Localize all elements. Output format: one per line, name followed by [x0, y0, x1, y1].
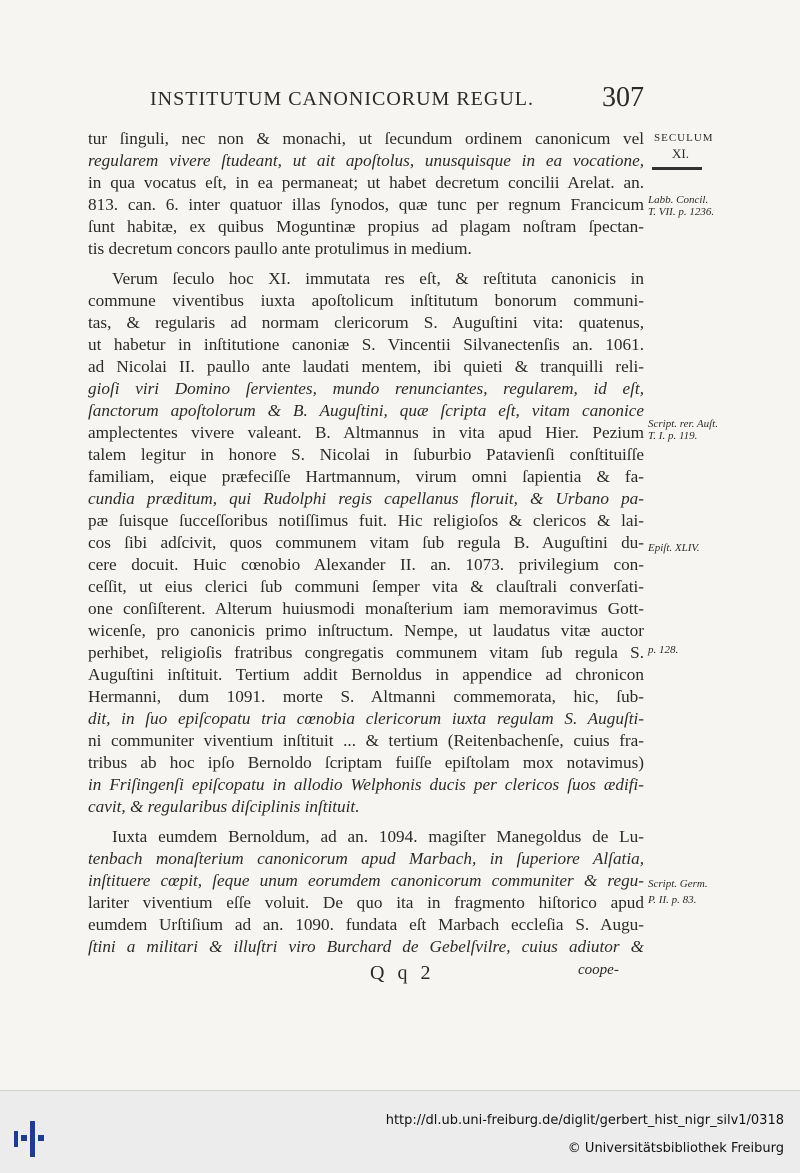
text-line: tur ſinguli, nec non & monachi, ut ſecundum ordinem canonicum vel — [88, 129, 644, 148]
text-line: ad Nicolai II. paullo ante laudati mentem, ibi quieti & tranquilli reli- — [88, 357, 644, 376]
text-line: perhibet, religioſis fratribus congregatis communem vitam ſub regula S. — [88, 643, 644, 662]
text-line: eumdem Urſtiſium ad an. 1090. fundata eſt Marbach eccleſia S. Augu- — [88, 915, 644, 934]
margin-century-number: XI. — [672, 146, 689, 161]
signature-mark: Q q 2 — [370, 962, 435, 984]
text-line: 813. can. 6. inter quatuor illas ſynodos, quæ tunc per regnum Francicum — [88, 195, 644, 214]
margin-note-script-germ: Script. Germ. — [648, 878, 708, 890]
text-line: one conſiſterent. Alterum huiusmodi monaſterium iam memoravimus Gott- — [88, 599, 644, 618]
text-line: inſtituere cœpit, ſeque unum eorumdem canonicorum communiter & regu- — [88, 871, 644, 890]
margin-note-script-germ-page: P. II. p. 83. — [648, 894, 697, 906]
text-line: tenbach monaſterium canonicorum apud Marbach, in ſuperiore Alſatia, — [88, 849, 644, 868]
text-line: cavit, & regularibus diſciplinis inſtituit. — [88, 797, 360, 816]
margin-seculum: SECULUM — [654, 132, 714, 144]
text-line: pæ ſuisque ſucceſſoribus notiſſimus fuit. Hic religioſos & clericos & lai- — [88, 511, 644, 530]
copyright-notice: © Universitätsbibliothek Freiburg — [567, 1141, 784, 1156]
margin-rule — [652, 167, 702, 170]
text-line: in qua vocatus eſt, in ea permaneat; ut habet decretum concilii Arelat. an. — [88, 173, 644, 192]
text-line: lariter viventium eſſe voluit. De quo ita in fragmento hiſtorico apud — [88, 893, 644, 912]
margin-note-labbe: Labb. Concil. T. VII. p. 1236. — [648, 194, 715, 218]
viewer-footer — [0, 1090, 800, 1173]
text-line: gioſi viri Domino ſervientes, mundo renunciantes, regularem, id eſt, — [88, 379, 644, 398]
text-line: cundia præditum, qui Rudolphi regis capellanus floruit, & Urbano pa- — [88, 489, 644, 508]
margin-note-epist: Epiſt. XLIV. — [648, 542, 700, 554]
text-line: ni communiter viventium inſtituit ... & tertium (Reitenbachenſe, cuius fra- — [88, 731, 644, 750]
text-line: tas, & regularis ad normam clericorum S. Auguſtini vita: quatenus, — [88, 313, 644, 332]
text-line: ſtini a militari & illuſtri viro Burchard de Gebelſvilre, cuius adiutor & — [88, 937, 644, 956]
text-line: in Friſingenſi epiſcopatu in allodio Welphonis ducis per clericos ſuos ædifi- — [88, 775, 644, 794]
running-head: INSTITUTUM CANONICORUM REGUL. — [150, 88, 534, 110]
library-logo-icon — [14, 1121, 44, 1157]
text-line: tribus ab hoc ipſo Bernoldo ſcriptam fuiſſe epiſtolam mox notavimus) — [88, 753, 644, 772]
text-line: dit, in ſuo epiſcopatu tria cœnobia clericorum iuxta regulam S. Auguſti- — [88, 709, 644, 728]
margin-note-script-rer-aust: Script. rer. Auſt. T. I. p. 119. — [648, 418, 718, 442]
text-line: cere docuit. Huic cœnobio Alexander II. an. 1073. privilegium con- — [88, 555, 644, 574]
text-line: talem legitur in honore S. Nicolai in ſuburbio Patavienſi conſtituiſſe — [88, 445, 644, 464]
text-line: amplectentes vivere valeant. B. Altmannus in vita apud Hier. Pezium — [88, 423, 644, 442]
text-line: familiam, eique præfeciſſe Hartmannum, virum omni ſapientia & fa- — [88, 467, 644, 486]
text-line: Verum ſeculo hoc XI. immutata res eſt, & reſtituta canonicis in — [112, 269, 644, 288]
text-line: ſunt habitæ, ex quibus Moguntinæ propius ad plagam noſtram ſpectan- — [88, 217, 644, 236]
text-line: wicenſe, pro canonicis primo inſtructum. Nempe, ut laudatus vitæ auctor — [88, 621, 644, 640]
text-line: ut habetur in inſtitutione canoniæ S. Vincentii Silvanectenſis an. 1061. — [88, 335, 644, 354]
text-line: regularem vivere ſtudeant, ut ait apoſtolus, unusquisque in ea vocatione, — [88, 151, 644, 170]
document-url[interactable]: http://dl.ub.uni-freiburg.de/diglit/gerbert_hist_nigr_silv1/0318 — [385, 1113, 784, 1128]
text-line: ceſſit, ut eius clerici ſub communi ſemper vita & clauſtrali converſati- — [88, 577, 644, 596]
text-line: Auguſtini inſtituit. Tertium addit Bernoldus in appendice ad chronicon — [88, 665, 644, 684]
text-line: Hermanni, dum 1091. morte S. Altmanni commemorata, hic, ſub- — [88, 687, 644, 706]
text-line: commune viventibus iuxta apoſtolicum inſtitutum bonorum communi- — [88, 291, 644, 310]
text-line: Iuxta eumdem Bernoldum, ad an. 1094. magiſter Manegoldus de Lu- — [112, 827, 644, 846]
text-line: cos ſibi adſcivit, quos communem vitam ſub regula B. Auguſtini du- — [88, 533, 644, 552]
text-line: tis decretum concors paullo ante protulimus in medium. — [88, 239, 472, 258]
page-number: 307 — [602, 82, 644, 113]
catchword: coope- — [578, 962, 619, 978]
margin-note-page: p. 128. — [648, 644, 679, 656]
text-line: ſanctorum apoſtolorum & B. Auguſtini, quæ ſcripta eſt, vitam canonice — [88, 401, 644, 420]
